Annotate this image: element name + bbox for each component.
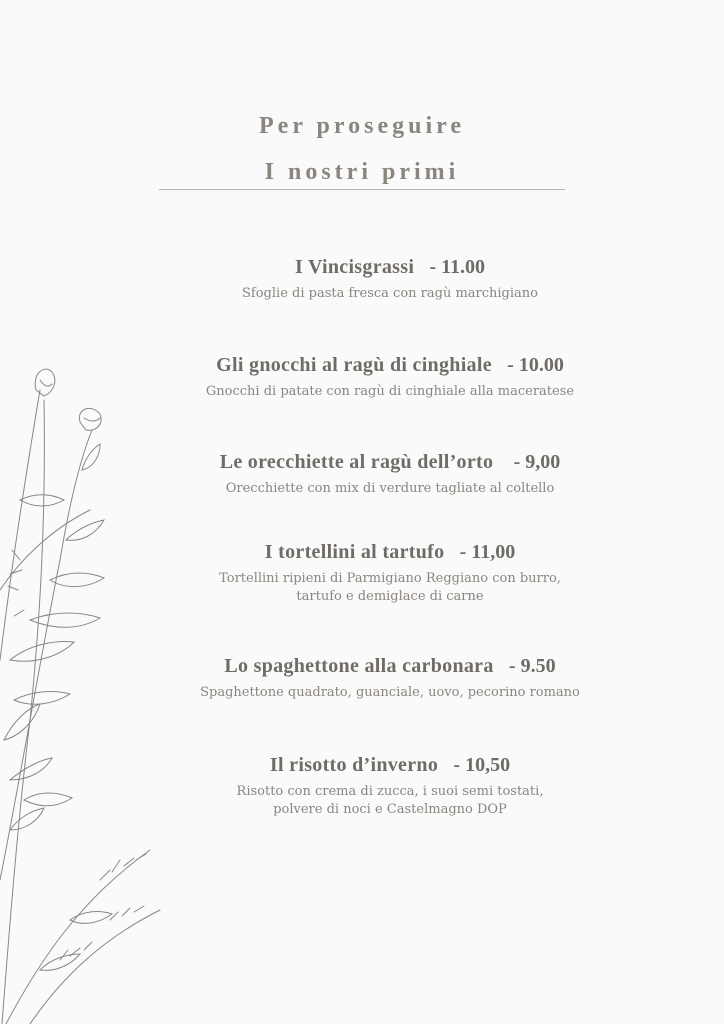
section-subtitle: Per proseguire	[259, 113, 465, 139]
dish-name: Il risotto d’inverno	[269, 754, 439, 776]
dish-description	[100, 383, 680, 401]
dish-description-line: Tortellini ripieni di Parmigiano Reggiano con burro,	[219, 571, 561, 586]
dish-name: Gli gnocchi al ragù di cinghiale	[216, 354, 492, 376]
dish-name: I tortellini al tartufo	[264, 541, 445, 563]
dish-price: - 10,50	[453, 754, 511, 776]
dish-price: - 11.00	[429, 256, 486, 278]
menu-item	[100, 655, 680, 702]
dish-description-line: Orecchiette con mix di verdure tagliate al coltello	[225, 481, 555, 496]
menu-item	[100, 354, 680, 401]
dish-name: Le orecchiette al ragù dell’orto	[219, 451, 494, 473]
dish-description-line: Risotto con crema di zucca, i suoi semi tostati,	[236, 784, 544, 799]
dish-price: - 9.50	[508, 655, 556, 677]
floral-sketch-icon	[0, 360, 170, 1024]
dish-description-line: tartufo e demiglace di carne	[296, 589, 484, 604]
menu-item	[100, 451, 680, 498]
dish-price: - 9,00	[513, 451, 561, 473]
dish-description-line: polvere di noci e Castelmagno DOP	[273, 802, 507, 817]
section-title: I nostri primi	[264, 159, 460, 185]
dish-description	[100, 570, 680, 606]
dish-price: - 10.00	[507, 354, 564, 376]
dish-description-line: Spaghettone quadrato, guanciale, uovo, pecorino romano	[200, 685, 580, 700]
menu-item	[100, 541, 680, 606]
dish-description	[100, 480, 680, 498]
dish-description-line: Sfoglie di pasta fresca con ragù marchigiano	[242, 286, 538, 301]
menu-header	[0, 110, 724, 188]
dish-description	[100, 684, 680, 702]
dish-name: Lo spaghettone alla carbonara	[224, 655, 494, 677]
dish-price: - 11,00	[459, 541, 516, 563]
dish-description	[100, 285, 680, 303]
header-divider	[159, 189, 565, 190]
menu-item	[100, 256, 680, 303]
dish-description	[100, 783, 680, 819]
menu-item	[100, 754, 680, 819]
dish-description-line: Gnocchi di patate con ragù di cinghiale alla maceratese	[205, 384, 575, 399]
dish-name: I Vincisgrassi	[294, 256, 415, 278]
